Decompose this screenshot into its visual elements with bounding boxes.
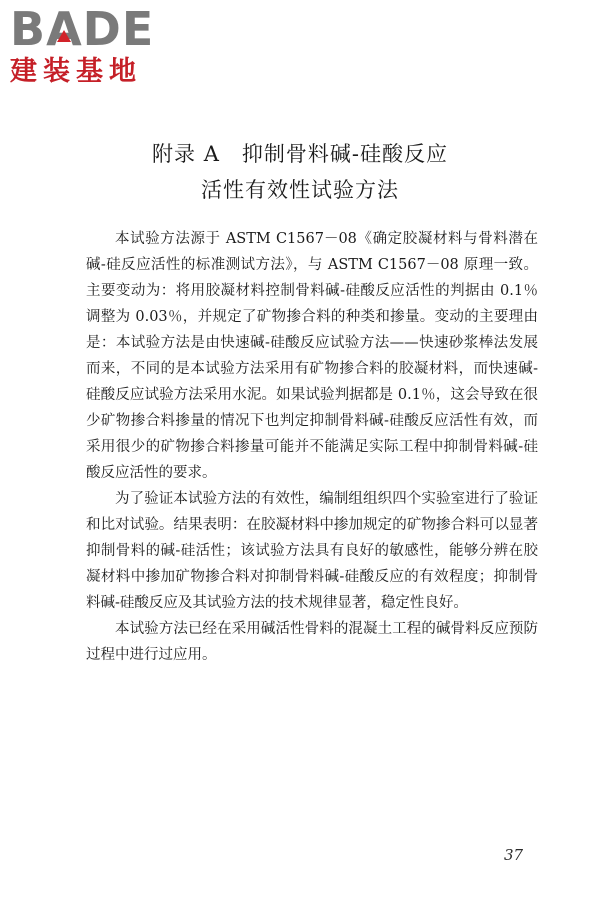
appendix-title-line-1: 附录 A 抑制骨料碱-硅酸反应 <box>152 142 448 166</box>
logo-red-triangle-icon <box>57 30 71 42</box>
appendix-title <box>0 136 600 208</box>
logo-letter-e: E <box>121 2 155 56</box>
logo-letter-d: D <box>82 2 122 56</box>
bade-logo <box>10 4 190 88</box>
page-number: 37 <box>504 846 524 864</box>
body-text <box>86 226 538 668</box>
logo-subtitle: 建装基地 <box>10 56 142 87</box>
logo-wordmark <box>10 4 190 54</box>
logo-letter-b: B <box>10 2 47 56</box>
appendix-title-line-2: 活性有效性试验方法 <box>201 178 399 202</box>
logo-letter-a: A <box>46 2 83 56</box>
paragraph-3: 本试验方法已经在采用碱活性骨料的混凝土工程的碱骨料反应预防过程中进行过应用。 <box>86 621 538 663</box>
paragraph-2: 为了验证本试验方法的有效性，编制组组织四个实验室进行了验证和比对试验。结果表明：在胶凝材料中掺加规定的矿物掺合料可以显著抑制骨料的碱-硅活性；该试验方法具有良好的敏感性，能够分辨在胶凝材料中掺加矿物掺合料对抑制骨料碱-硅酸反应的有效程度；抑制骨料碱-硅酸反应及其试验方法的技术规律显著，稳定性良好。 <box>86 491 538 611</box>
paragraph-1: 本试验方法源于 ASTM C1567－08《确定胶凝材料与骨料潜在碱-硅反应活性的标准测试方法》，与 ASTM C1567－08 原理一致。主要变动为：将用胶凝材料控制骨料碱-硅酸反应活性的判据由 0.1％调整为 0.03％，并规定了矿物掺合料的种类和掺量。变动的主要理由是：本试验方法是由快速碱-硅酸反应试验方法——快速砂浆棒法发展而来，不同的是本试验方法采用有矿物掺合料的胶凝材料，而快速碱-硅酸反应试验方法采用水泥。如果试验判据都是 0.1％，这会导致在很少矿物掺合料掺量的情况下也判定抑制骨料碱-硅酸反应活性有效，而采用很少的矿物掺合料掺量可能并不能满足实际工程中抑制骨料碱-硅酸反应活性的要求。 <box>86 231 538 481</box>
